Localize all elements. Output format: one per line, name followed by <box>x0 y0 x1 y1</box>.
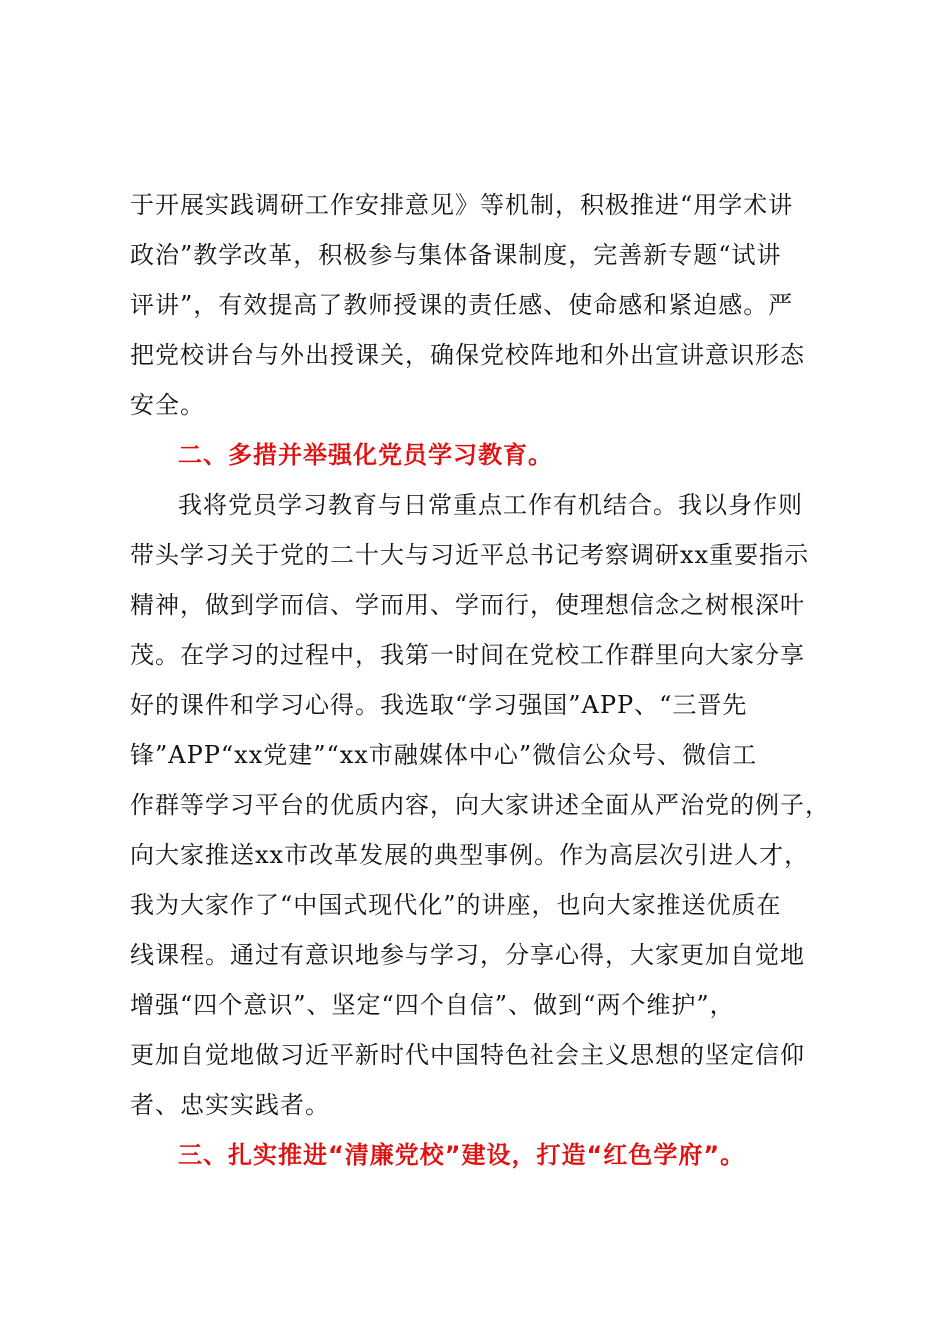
section-heading-3: 三、扎实推进“清廉党校”建设，打造“红色学府”。 <box>178 1141 746 1169</box>
paragraph-line: 更加自觉地做习近平新时代中国特色社会主义思想的坚定信仰 <box>130 1041 805 1069</box>
paragraph-line: 向大家推送xx市改革发展的典型事例。作为高层次引进人才， <box>130 841 810 869</box>
paragraph-line: 增强“四个意识”、坚定“四个自信”、做到“两个维护”， <box>130 991 735 1019</box>
paragraph-line: 线课程。通过有意识地参与学习，分享心得，大家更加自觉地 <box>130 941 805 969</box>
paragraph-line: 者、忠实实践者。 <box>130 1091 330 1119</box>
paragraph-line: 把党校讲台与外出授课关，确保党校阵地和外出宣讲意识形态 <box>130 341 805 369</box>
paragraph-line: 我为大家作了“中国式现代化”的讲座，也向大家推送优质在 <box>130 891 782 919</box>
paragraph-line: 作群等学习平台的优质内容，向大家讲述全面从严治党的例子， <box>130 791 830 819</box>
paragraph-line: 带头学习关于党的二十大与习近平总书记考察调研xx重要指示 <box>130 541 810 569</box>
paragraph-line: 安全。 <box>130 391 205 419</box>
paragraph-line: 政治”教学改革，积极参与集体备课制度，完善新专题“试讲 <box>130 241 782 269</box>
paragraph-line: 于开展实践调研工作安排意见》等机制，积极推进“用学术讲 <box>130 191 794 219</box>
paragraph-line: 茂。在学习的过程中，我第一时间在党校工作群里向大家分享 <box>130 641 805 669</box>
paragraph-line: 精神，做到学而信、学而用、学而行，使理想信念之树根深叶 <box>130 591 805 619</box>
paragraph-line: 锋”APP“xx党建”“xx市融媒体中心”微信公众号、微信工 <box>130 741 758 769</box>
paragraph-line: 我将党员学习教育与日常重点工作有机结合。我以身作则 <box>178 491 803 519</box>
paragraph-line: 评讲”，有效提高了教师授课的责任感、使命感和紧迫感。严 <box>130 291 794 319</box>
paragraph-line: 好的课件和学习心得。我选取“学习强国”APP、“三晋先 <box>130 691 748 719</box>
section-heading-2: 二、多措并举强化党员学习教育。 <box>178 441 553 469</box>
